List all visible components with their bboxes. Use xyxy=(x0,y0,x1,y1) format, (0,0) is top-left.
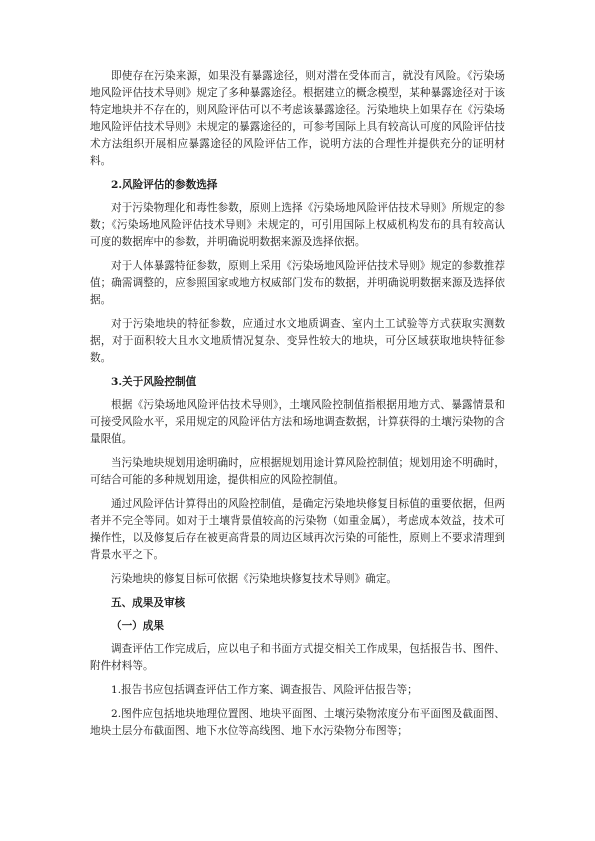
heading-results: （一）成果 xyxy=(111,620,164,632)
paragraph-deliverables: 调查评估工作完成后，应以电子和书面方式提交相关工作成果，包括报告书、图件、附件材料等。 xyxy=(90,643,505,672)
paragraph-exposure-pathways: 即使存在污染来源，如果没有暴露途径，则对潜在受体而言，就没有风险。《污染场地风险评估技术导则》规定了多种暴露途径。根据建立的概念模型，某种暴露途径对于该特定地块并不存在的，则风险评估可以不考虑该暴露途径。污染地块上如果存在《污染场地风险评估技术导则》未规定的暴露途径的，可参考国际上具有较高认可度的风险评估技术方法组织开展相应暴露途径的风险评估工作，说明方法的合理性并提供充分的证明材料。 xyxy=(90,70,505,167)
list-item-maps: 2.图件应包括地块地理位置图、地块平面图、土壤污染物浓度分布平面图及截面图、地块土层分布截面图、地下水位等高线图、地下水污染物分布图等； xyxy=(90,708,505,737)
list-item-report: 1.报告书应包括调查评估工作方案、调查报告、风险评估报告等； xyxy=(111,684,418,696)
paragraph-planning-use: 当污染地块规划用途明确时，应根据规划用途计算风险控制值；规划用途不明确时，可结合可能的多种规划用途，提供相应的风险控制值。 xyxy=(90,457,505,486)
heading-parameter-selection: 2.风险评估的参数选择 xyxy=(111,179,218,191)
paragraph-toxicity-params: 对于污染物理化和毒性参数，原则上选择《污染场地风险评估技术导则》所规定的参数；《污染场地风险评估技术导则》未规定的，可引用国际上权威机构发布的具有较高认可度的数据库中的参数，并明确说明数据来源及选择依据。 xyxy=(90,202,505,248)
paragraph-remediation-guide: 污染地块的修复目标可依据《污染地块修复技术导则》确定。 xyxy=(111,573,398,585)
paragraph-exposure-params: 对于人体暴露特征参数，原则上采用《污染场地风险评估技术导则》规定的参数推荐值；确需调整的，应参照国家或地方权威部门发布的数据，并明确说明数据来源及选择依据。 xyxy=(90,260,505,306)
document-body xyxy=(90,68,505,747)
paragraph-control-definition: 根据《污染场地风险评估技术导则》，土壤风险控制值指根据用地方式、暴露情景和可接受风险水平，采用规定的风险评估方法和场地调查数据，计算获得的土壤污染物的含量限值。 xyxy=(90,399,505,445)
heading-risk-control-value: 3.关于风险控制值 xyxy=(111,376,197,388)
paragraph-remediation-target: 通过风险评估计算得出的风险控制值，是确定污染地块修复目标值的重要依据，但两者并不完全等同。如对于土壤背景值较高的污染物（如重金属），考虑成本效益，技术可操作性，以及修复后存在被更高背景的周边区域再次污染的可能性，原则上不要求清理到背景水平之下。 xyxy=(90,498,505,561)
paragraph-site-params: 对于污染地块的特征参数，应通过水文地质调查、室内土工试验等方式获取实测数据，对于面积较大且水文地质情况复杂、变异性较大的地块，可分区域获取地块特征参数。 xyxy=(90,318,505,364)
heading-section-five: 五、成果及审核 xyxy=(111,597,186,609)
